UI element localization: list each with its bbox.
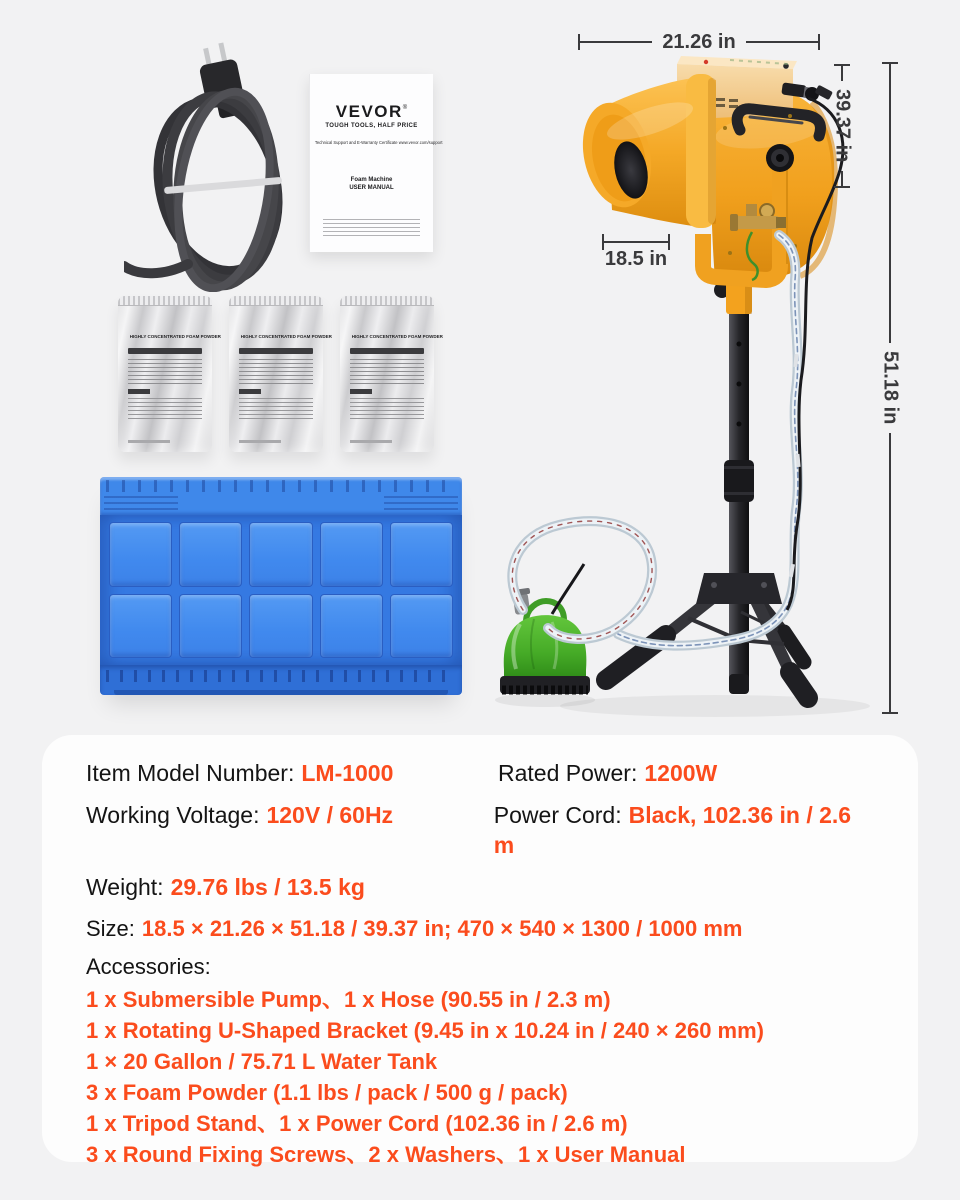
spec-label: Weight:	[86, 874, 164, 900]
bracket-height-dimension-label: 39.37 in	[831, 89, 854, 163]
spec-panel	[42, 735, 918, 1167]
spec-value: LM-1000	[301, 760, 394, 786]
spec-value: 120V / 60Hz	[266, 802, 394, 828]
nozzle-dimension-label: 18.5 in	[604, 248, 668, 270]
foam-powder-packet	[229, 296, 332, 452]
tripod-hub	[696, 573, 782, 604]
packet-crimp	[340, 296, 434, 306]
water-tank-image	[100, 477, 462, 695]
manual-fine-print	[323, 219, 420, 238]
bracket-height-dimension	[832, 64, 852, 188]
packet-crimp	[229, 296, 323, 306]
foam-nozzle	[574, 74, 716, 228]
width-dimension	[578, 32, 820, 52]
manual-product-name: Foam Machine	[350, 177, 393, 183]
spec-label: Rated Power:	[498, 760, 638, 786]
spec-value: 29.76 lbs / 13.5 kg	[170, 874, 365, 900]
spec-value: 1200W	[644, 760, 718, 786]
accessory-item: 1 × 20 Gallon / 75.71 L Water Tank	[86, 1049, 438, 1074]
accessory-item: 1 x Rotating U-Shaped Bracket (9.45 in x 10.24 in / 240 × 260 mm)	[86, 1018, 764, 1043]
accessory-item: 3 x Foam Powder (1.1 lbs / pack / 500 g / pack)	[86, 1080, 568, 1105]
manual-brand: VEVOR®	[335, 102, 408, 121]
total-height-dimension-label: 51.18 in	[879, 351, 902, 425]
spec-row	[86, 914, 874, 944]
foam-machine-image	[490, 28, 920, 730]
spec-label: Working Voltage:	[86, 802, 260, 828]
spec-row	[86, 800, 874, 860]
manual-support-line: Technical Support and E-Warranty Certificate www.vevor.com/support	[314, 140, 443, 145]
foam-powder-packet	[118, 296, 221, 452]
user-manual	[309, 74, 443, 252]
spec-row	[86, 758, 874, 788]
width-dimension-label: 21.26 in	[662, 30, 736, 53]
packet-title: HIGHLY CONCENTRATED FOAM POWDER	[240, 334, 332, 340]
tank-base	[100, 665, 462, 695]
manual-doc-title: USER MANUAL	[349, 185, 394, 191]
accessory-item: 3 x Round Fixing Screws、2 x Washers、1 x User Manual	[86, 1142, 686, 1167]
spec-label: Item Model Number:	[86, 760, 295, 786]
foam-powder-packets	[118, 296, 443, 452]
power-cord-image	[124, 40, 316, 292]
spec-label: Size:	[86, 916, 135, 941]
spec-value: 18.5 × 21.26 × 51.18 / 39.37 in; 470 × 540 × 1300 / 1000 mm	[141, 916, 743, 941]
manual-tagline: TOUGH TOOLS, HALF PRICE	[325, 123, 418, 129]
accessories-heading: Accessories:	[86, 954, 211, 979]
packet-title: HIGHLY CONCENTRATED FOAM POWDER	[129, 334, 221, 340]
tank-rim	[100, 477, 462, 515]
bracket-knob	[766, 144, 794, 172]
accessory-item: 1 x Tripod Stand、1 x Power Cord (102.36 in / 2.6 m)	[86, 1111, 628, 1136]
packet-title: HIGHLY CONCENTRATED FOAM POWDER	[351, 334, 443, 340]
packet-crimp	[118, 296, 212, 306]
accessory-item: 1 x Submersible Pump、1 x Hose (90.55 in / 2.3 m)	[86, 987, 611, 1012]
spec-value: Black, 102.36 in / 2.6 m	[493, 802, 852, 858]
foam-powder-packet	[340, 296, 443, 452]
spec-row	[86, 872, 874, 902]
total-height-dimension	[880, 62, 900, 714]
accessories-list	[86, 984, 874, 1170]
spec-label: Power Cord:	[493, 802, 622, 828]
tank-body	[100, 515, 462, 665]
